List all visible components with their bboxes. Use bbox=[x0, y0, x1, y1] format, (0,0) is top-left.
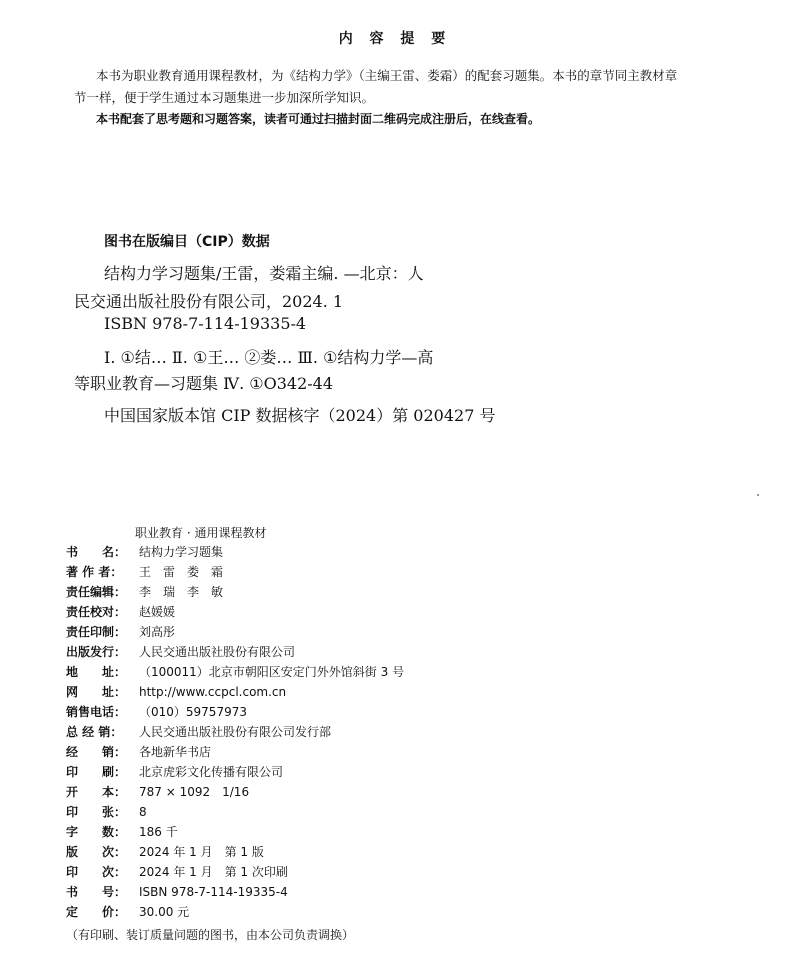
info-value: 2024 年 1 月 第 1 版 bbox=[139, 845, 264, 859]
info-label: 网 址： bbox=[66, 685, 127, 699]
info-label: 书 名： bbox=[66, 545, 127, 559]
info-label: 字 数： bbox=[66, 825, 127, 839]
info-label: 出版发行： bbox=[66, 645, 127, 659]
info-value: 人民交通出版社股份有限公司 bbox=[139, 645, 296, 659]
info-value: 赵媛媛 bbox=[139, 605, 176, 619]
cip-classification-1: Ⅰ. ①结… Ⅱ. ①王… ②娄… Ⅲ. ①结构力学—高 bbox=[104, 348, 434, 367]
info-value: 人民交通出版社股份有限公司发行部 bbox=[139, 725, 332, 739]
info-label: 书 号： bbox=[66, 885, 127, 899]
info-label: 印 刷： bbox=[66, 765, 127, 779]
info-row bbox=[66, 702, 247, 722]
info-value: （010）59757973 bbox=[139, 705, 247, 719]
info-label: 地 址： bbox=[66, 665, 127, 679]
info-label: 总 经 销： bbox=[66, 725, 123, 739]
info-value: 2024 年 1 月 第 1 次印刷 bbox=[139, 865, 288, 879]
info-value: 各地新华书店 bbox=[139, 745, 212, 759]
page-title: 内 容 提 要 bbox=[338, 31, 452, 47]
info-value: ISBN 978-7-114-19335-4 bbox=[139, 885, 288, 899]
info-value: http://www.ccpcl.com.cn bbox=[139, 685, 287, 699]
info-value: 8 bbox=[139, 805, 147, 819]
info-label: 责任编辑： bbox=[66, 585, 127, 599]
cip-line-2: 民交通出版社股份有限公司，2024. 1 bbox=[74, 292, 344, 311]
summary-line-2: 节一样，便于学生通过本习题集进一步加深所学知识。 bbox=[74, 90, 375, 105]
info-row bbox=[66, 622, 175, 642]
info-label: 责任校对： bbox=[66, 605, 127, 619]
info-row bbox=[66, 582, 223, 602]
scan-speck bbox=[757, 494, 759, 496]
info-value: 30.00 元 bbox=[139, 905, 190, 919]
info-value: 787 × 1092 1/16 bbox=[139, 785, 250, 799]
info-value: 北京虎彩文化传播有限公司 bbox=[139, 765, 284, 779]
info-value: （100011）北京市朝阳区安定门外外馆斜街 3 号 bbox=[139, 665, 405, 679]
info-label: 版 次： bbox=[66, 845, 127, 859]
info-row bbox=[66, 542, 223, 562]
info-label: 著 作 者： bbox=[66, 565, 123, 579]
info-row bbox=[66, 722, 331, 742]
info-value: 李 瑞 李 敏 bbox=[139, 585, 224, 599]
info-row bbox=[66, 662, 404, 682]
cip-classification-2: 等职业教育—习题集 Ⅳ. ①O342-44 bbox=[74, 374, 334, 393]
info-row bbox=[66, 682, 286, 702]
info-row bbox=[66, 902, 189, 922]
info-row bbox=[66, 782, 249, 802]
info-label: 开 本： bbox=[66, 785, 127, 799]
cip-record-number: 中国国家版本馆 CIP 数据核字（2024）第 020427 号 bbox=[104, 406, 496, 425]
info-label: 定 价： bbox=[66, 905, 127, 919]
info-label: 印 次： bbox=[66, 865, 127, 879]
info-row bbox=[66, 562, 223, 582]
info-row bbox=[66, 742, 211, 762]
info-label: 经 销： bbox=[66, 745, 127, 759]
info-label: 销售电话： bbox=[66, 705, 127, 719]
info-row bbox=[66, 642, 295, 662]
info-row bbox=[66, 602, 175, 622]
summary-line-1: 本书为职业教育通用课程教材，为《结构力学》（主编王雷、娄霜）的配套习题集。本书的章节同主教材章 bbox=[96, 68, 678, 83]
info-row bbox=[66, 842, 264, 862]
info-value: 186 千 bbox=[139, 825, 178, 839]
info-row bbox=[66, 882, 288, 902]
info-label: 印 张： bbox=[66, 805, 127, 819]
info-row bbox=[66, 802, 147, 822]
info-value: 结构力学习题集 bbox=[139, 545, 224, 559]
summary-line-3: 本书配套了思考题和习题答案，读者可通过扫描封面二维码完成注册后，在线查看。 bbox=[96, 112, 541, 126]
info-row bbox=[66, 822, 178, 842]
cip-line-1: 结构力学习题集/王雷，娄霜主编. —北京：人 bbox=[104, 264, 424, 283]
series-name: 职业教育 · 通用课程教材 bbox=[135, 526, 267, 540]
cip-heading: 图书在版编目（CIP）数据 bbox=[104, 234, 270, 250]
info-label: 责任印制： bbox=[66, 625, 127, 639]
info-value: 王 雷 娄 霜 bbox=[139, 565, 224, 579]
info-row bbox=[66, 762, 283, 782]
info-row bbox=[66, 862, 288, 882]
cip-isbn: ISBN 978-7-114-19335-4 bbox=[104, 314, 307, 333]
footnote: （有印刷、装订质量问题的图书，由本公司负责调换） bbox=[66, 928, 355, 942]
info-value: 刘高彤 bbox=[139, 625, 176, 639]
